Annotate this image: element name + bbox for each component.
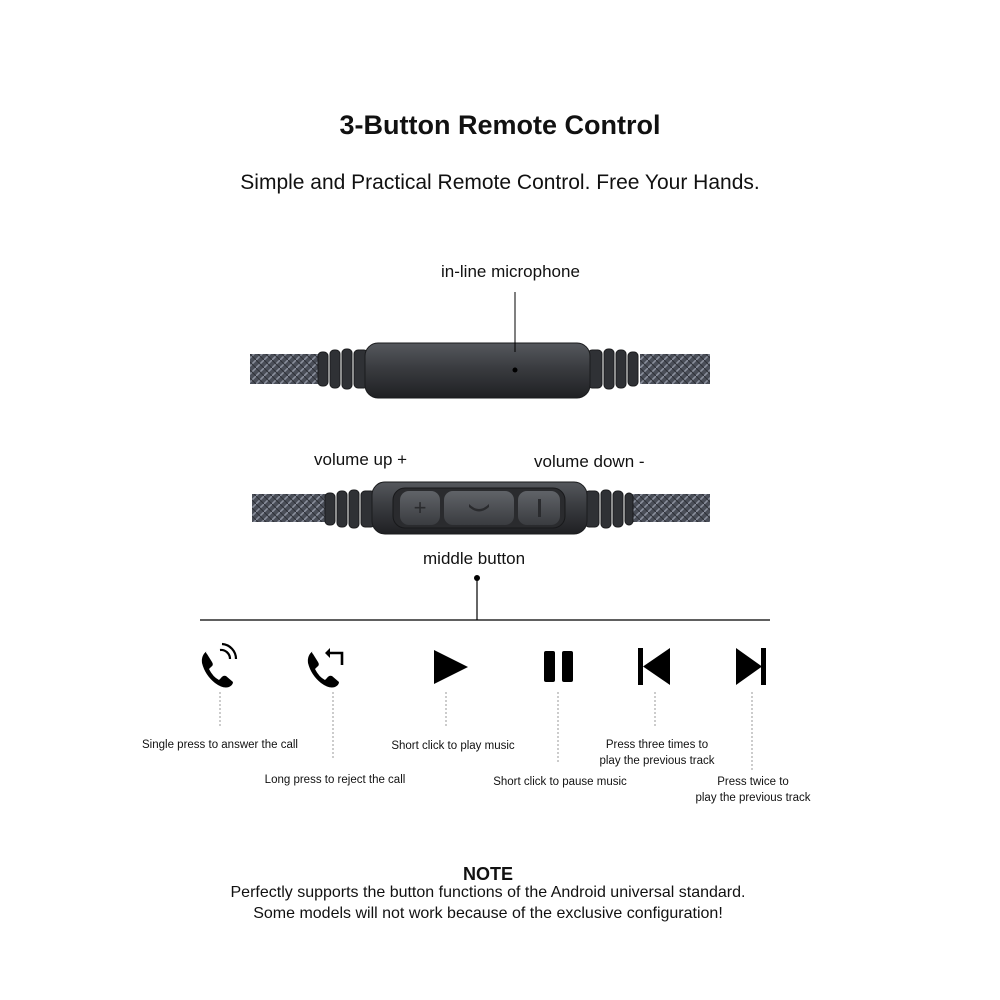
- phone-reject-icon: [308, 648, 342, 688]
- middle-button-label: middle button: [423, 549, 526, 568]
- function-pause-text: Short click to pause music: [493, 776, 627, 788]
- function-next-text: Press twice to play the previous track: [695, 776, 811, 804]
- volume-up-label: volume up +: [314, 450, 408, 469]
- note-line: Some models will not work because of the exclusive configuration!: [253, 905, 723, 922]
- middle-button: [444, 491, 514, 525]
- microphone-body: [365, 343, 590, 398]
- button-remote: [252, 482, 710, 534]
- cable-left: [252, 494, 327, 522]
- microphone-remote: [250, 292, 710, 398]
- function-play-text: Short click to play music: [391, 740, 515, 752]
- cable-right: [628, 494, 710, 522]
- function-answer-text: Single press to answer the call: [142, 739, 298, 751]
- microphone-label: in-line microphone: [441, 262, 580, 281]
- strain-relief-left: [325, 490, 375, 528]
- function-previous-text: Press three times to play the previous track: [599, 739, 715, 767]
- note-line: Perfectly supports the button functions of the Android universal standard.: [230, 884, 746, 901]
- next-track-icon: [736, 648, 766, 685]
- volume-down-label: volume down -: [534, 452, 645, 471]
- strain-relief-left: [318, 349, 368, 389]
- strain-relief-right: [588, 349, 638, 389]
- phone-answer-icon: [202, 644, 236, 688]
- page-title: 3-Button Remote Control: [339, 110, 661, 140]
- note-title: NOTE: [462, 864, 513, 884]
- function-reject-text: Long press to reject the call: [264, 774, 406, 786]
- microphone-hole: [513, 368, 518, 373]
- strain-relief-right: [585, 490, 633, 528]
- cable-left: [250, 354, 320, 384]
- page-subtitle: Simple and Practical Remote Control. Free Your Hands.: [240, 171, 760, 194]
- previous-track-icon: [638, 648, 670, 685]
- pause-icon: [544, 651, 573, 682]
- minus-glyph: [538, 499, 541, 517]
- cable-right: [640, 354, 710, 384]
- plus-glyph: +: [413, 495, 427, 520]
- play-icon: [434, 650, 468, 684]
